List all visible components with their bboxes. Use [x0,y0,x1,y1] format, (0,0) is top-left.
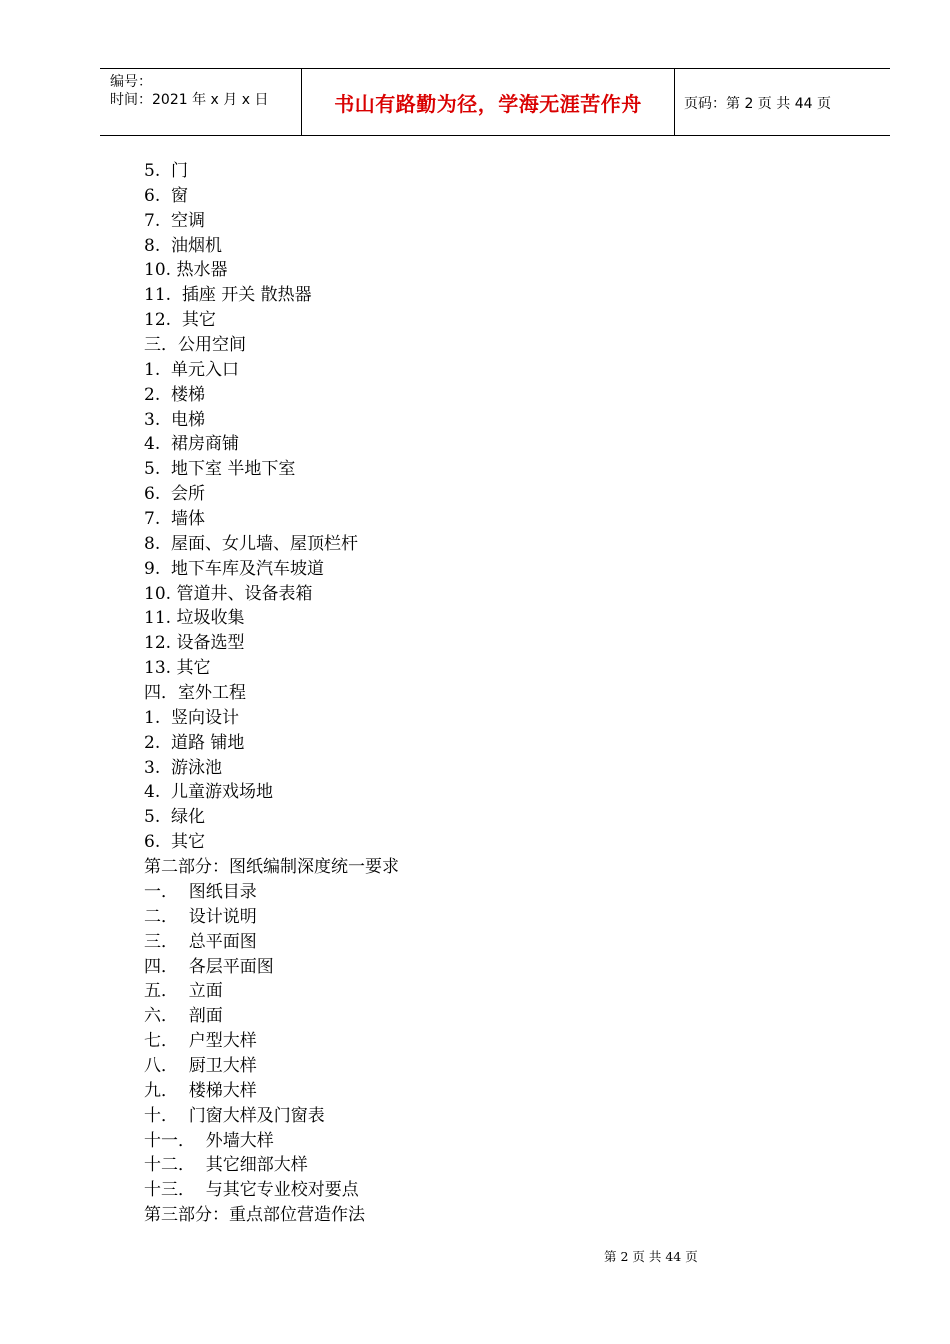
outline-line: 七． 户型大样 [144,1031,257,1052]
outline-line: 第二部分：图纸编制深度统一要求 [144,857,399,878]
outline-line: 1. 竖向设计 [144,707,240,728]
outline-line: 1. 单元入口 [144,359,240,380]
outline-line: 8. 屋面、女儿墙、屋顶栏杆 [144,533,359,554]
outline-line: 7. 墙体 [144,509,206,530]
outline-line: 四．室外工程 [144,683,246,704]
outline-line: 八． 厨卫大样 [144,1055,257,1076]
outline-line: 4. 裙房商铺 [144,434,240,455]
outline-line: 一． 图纸目录 [144,881,257,902]
outline-line: 12. 设备选型 [144,633,245,654]
header-page-cell [675,69,890,136]
number-label: 编号： [110,74,152,90]
document-body [144,159,399,1228]
outline-line: 6. 窗 [144,185,189,206]
outline-line: 7. 空调 [144,210,206,231]
page-footer: 第 2 页 共 44 页 [604,1249,698,1264]
outline-line: 四． 各层平面图 [144,956,274,977]
header-meta-cell [100,69,301,136]
outline-line: 九． 楼梯大样 [144,1080,257,1101]
outline-line: 三． 总平面图 [144,931,257,952]
outline-line: 二． 设计说明 [144,906,257,927]
outline-line: 十二． 其它细部大样 [144,1155,308,1176]
motto-text: 书山有路勤为径，学海无涯苦作舟 [334,92,642,116]
outline-line: 6. 会所 [144,484,206,505]
outline-line: 十． 门窗大样及门窗表 [144,1105,325,1126]
outline-line: 十三． 与其它专业校对要点 [144,1180,359,1201]
outline-line: 10. 管道井、设备表箱 [144,583,313,604]
outline-line: 13. 其它 [144,658,211,679]
outline-line: 12. 其它 [144,310,216,331]
outline-line: 10. 热水器 [144,260,228,281]
outline-line: 六． 剖面 [144,1006,223,1027]
outline-line: 2. 道路 铺地 [144,732,245,753]
outline-line: 3. 游泳池 [144,757,223,778]
outline-line: 11. 插座 开关 散热器 [144,285,312,306]
outline-line: 3. 电梯 [144,409,206,430]
outline-line: 5. 地下室 半地下室 [144,459,296,480]
outline-line: 8. 油烟机 [144,235,223,256]
page-header [100,68,890,136]
outline-line: 6. 其它 [144,832,206,853]
outline-line: 2. 楼梯 [144,384,206,405]
header-motto-cell [301,69,675,136]
outline-line: 5. 门 [144,161,189,181]
outline-line: 三．公用空间 [144,335,246,356]
outline-line: 五． 立面 [144,981,223,1002]
outline-line: 4. 儿童游戏场地 [144,782,274,803]
time-label: 时间：2021 年 x 月 x 日 [110,92,269,108]
outline-line: 11. 垃圾收集 [144,608,245,629]
outline-line: 第三部分：重点部位营造作法 [144,1205,365,1226]
outline-line: 5. 绿化 [144,807,206,828]
outline-line: 9. 地下车库及汽车坡道 [144,558,325,579]
page-code: 页码：第 2 页 共 44 页 [684,95,831,112]
outline-line: 十一． 外墙大样 [144,1130,274,1151]
